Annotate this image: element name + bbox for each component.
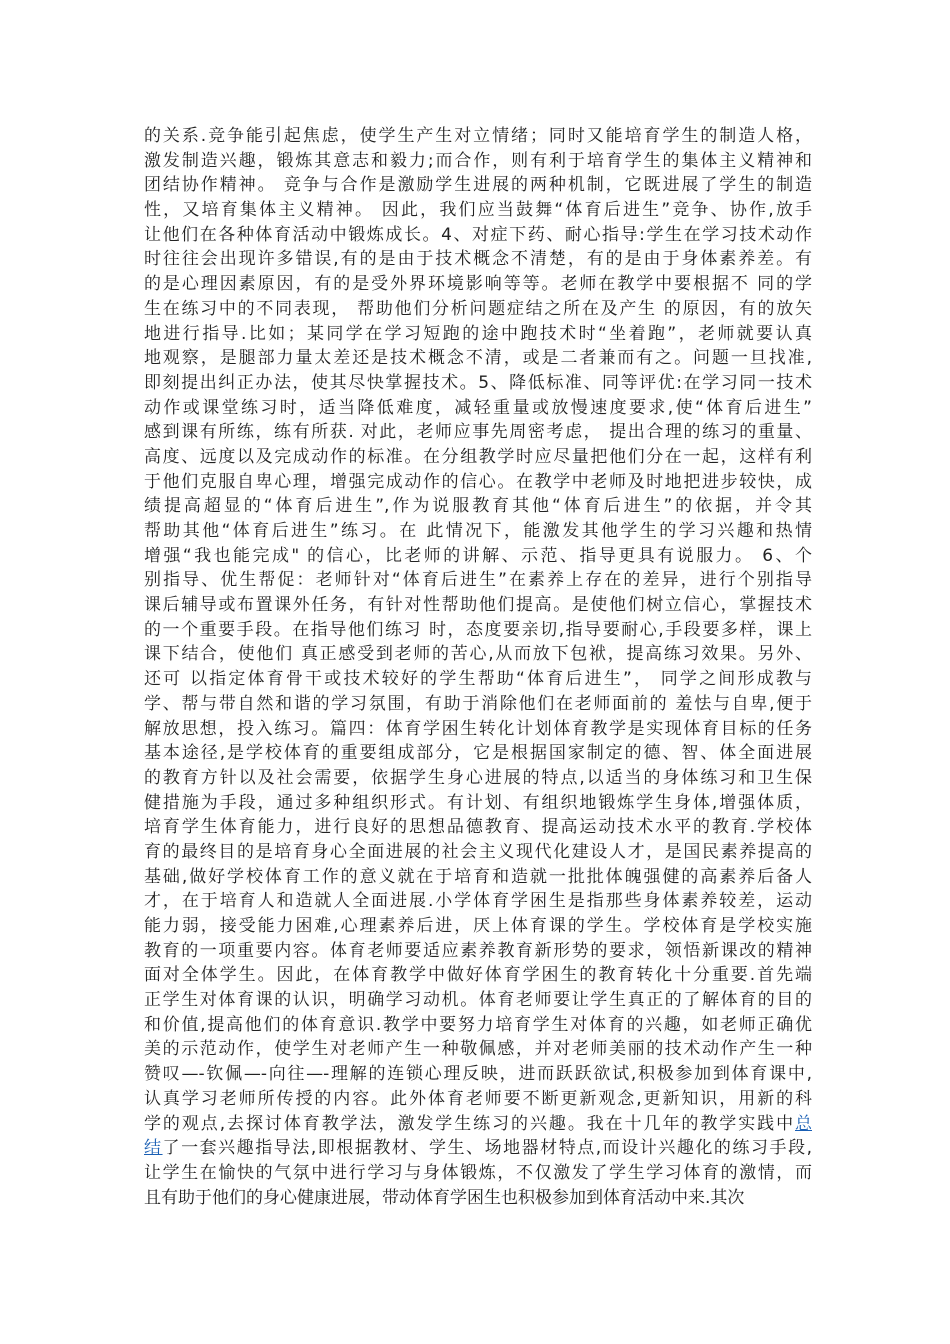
text-line: 帮助其他“体育后进生”练习。在 此情况下，能激发其他学生的学习兴趣和热情: [144, 521, 812, 541]
text-line-with-link: [144, 1136, 812, 1161]
text-line: 还可 以指定体育骨干或技术较好的学生帮助“体育后进生”， 同学之间形成教与: [144, 669, 812, 690]
text-line: 教育的一项重要内容。体育老师要适应素养教育新形势的要求，领悟新课改的精神: [144, 940, 812, 961]
text-line: 增强“我也能完成" 的信心，比老师的讲解、示范、指导更具有说服力。 6、个: [144, 545, 812, 566]
text-line-with-link: [144, 1112, 812, 1137]
text-line: 美的示范动作，使学生对老师产生一种敬佩感，并对老师美丽的技术动作产生一种: [144, 1039, 812, 1060]
text-line: 能力弱，接受能力困难,心理素养后进，厌上体育课的学生。学校体育是学校实施: [144, 916, 812, 936]
text-line: 基本途径,是学校体育的重要组成部分，它是根据国家制定的德、智、体全面进展: [144, 743, 812, 764]
text-line: 让他们在各种体育活动中锻炼成长。4、对症下药、耐心指导:学生在学习技术动作: [144, 224, 812, 245]
text-line: 育的最终目的是培育身心全面进展的社会主义现代化建设人才，是国民素养提高的: [144, 841, 812, 862]
summary-link-part-1[interactable]: 总: [795, 1113, 812, 1134]
text-line: 即刻提出纠正办法，使其尽快掌握技术。5、降低标准、同等评优:在学习同一技术: [144, 372, 812, 393]
body-text: [144, 124, 812, 1210]
text-line-after-link: 了一套兴趣指导法,即根据教材、学生、场地器材特点,而设计兴趣化的练习手段,: [162, 1138, 812, 1159]
text-line: 才，在于培育人和造就人全面进展.小学体育学困生是指那些身体素养较差，运动: [144, 891, 812, 912]
text-line: 的教育方针以及社会需要，依据学生身心进展的特点,以适当的身体练习和卫生保: [144, 767, 812, 788]
text-line: 动作或课堂练习时，适当降低难度，减轻重量或放慢速度要求,使“体育后进生”: [144, 397, 812, 418]
text-line: 绩提高超显的“体育后进生”,作为说服教育其他“体育后进生”的依据，并令其: [144, 496, 812, 517]
text-line: 生在练习中的不同表现， 帮助他们分析问题症结之所在及产生 的原因，有的放矢: [144, 298, 812, 319]
text-line: 于他们克服自卑心理，增强完成动作的信心。在教学中老师及时地把进步较快，成: [144, 471, 812, 492]
text-line-before-link: 学的观点,去探讨体育教学法，激发学生练习的兴趣。我在十几年的教学实践中: [144, 1113, 795, 1134]
summary-link-part-2[interactable]: 结: [144, 1138, 163, 1159]
text-line: 团结协作精神。 竞争与合作是激励学生进展的两种机制，它既进展了学生的制造: [144, 175, 812, 196]
text-line: 别指导、优生帮促：老师针对“体育后进生”在素养上存在的差异，进行个别指导: [144, 570, 812, 591]
text-line: 且有助于他们的身心健康进展，带动体育学困生也积极参加到体育活动中来.其次: [144, 1187, 745, 1208]
text-line: 时往往会出现许多错误,有的是由于技术概念不清楚，有的是由于身体素养差。有: [144, 249, 812, 270]
text-line: 的是心理因素原因，有的是受外界环境影响等等。老师在教学中要根据不 同的学: [144, 274, 812, 295]
text-line: 健措施为手段，通过多种组织形式。有计划、有组织地锻炼学生身体,增强体质，: [144, 792, 812, 813]
text-line: 的关系.竞争能引起焦虑，使学生产生对立情绪；同时又能培育学生的制造人格，: [144, 126, 812, 146]
text-line: 高度、远度以及完成动作的标准。在分组教学时应尽量把他们分在一起，这样有利: [144, 446, 812, 467]
text-line: 认真学习老师所传授的内容。此外体育老师要不断更新观念,更新知识，用新的科: [144, 1088, 812, 1109]
text-line: 地进行指导.比如；某同学在学习短跑的途中跑技术时“坐着跑”，老师就要认真: [144, 323, 812, 344]
text-line: 面对全体学生。因此，在体育教学中做好体育学困生的教育转化十分重要.首先端: [144, 965, 812, 986]
text-line: 的一个重要手段。在指导他们练习 时，态度要亲切,指导要耐心,手段要多样，课上: [144, 619, 812, 640]
text-line: 让学生在愉快的气氛中进行学习与身体锻炼，不仅激发了学生学习体育的激情，而: [144, 1162, 812, 1183]
text-line: 赞叹—-钦佩—-向往—-理解的连锁心理反映，进而跃跃欲试,积极参加到体育课中,: [144, 1064, 812, 1085]
text-line: 地观察，是腿部力量太差还是技术概念不清，或是二者兼而有之。问题一旦找准,: [144, 348, 812, 369]
text-line: 和价值,提高他们的体育意识.教学中要努力培育学生对体育的兴趣，如老师正确优: [144, 1014, 812, 1035]
text-line: 培育学生体育能力，进行良好的思想品德教育、提高运动技术水平的教育.学校体: [144, 817, 812, 838]
text-line: 课后辅导或布置课外任务，有针对性帮助他们提高。是使他们树立信心，掌握技术: [144, 595, 812, 616]
text-line: 基础,做好学校体育工作的意义就在于培育和造就一批批体魄强健的高素养后备人: [144, 866, 812, 887]
text-line: 解放思想，投入练习。篇四：体育学困生转化计划体育教学是实现体育目标的任务: [144, 718, 812, 739]
text-line: 感到课有所练，练有所获. 对此，老师应事先周密考虑， 提出合理的练习的重量、: [144, 422, 812, 443]
text-line: 性，又培育集体主义精神。 因此，我们应当鼓舞“体育后进生”竞争、协作,放手: [144, 200, 812, 221]
text-line: 正学生对体育课的认识，明确学习动机。体育老师要让学生真正的了解体育的目的: [144, 990, 812, 1011]
text-line: 课下结合，使他们 真正感受到老师的苦心,从而放下包袱，提高练习效果。另外、: [144, 644, 812, 665]
text-line: 激发制造兴趣，锻炼其意志和毅力;而合作，则有利于培育学生的集体主义精神和: [144, 150, 812, 171]
text-line: 学、帮与带自然和谐的学习氛围，有助于消除他们在老师面前的 羞怯与自卑,便于: [144, 693, 812, 714]
